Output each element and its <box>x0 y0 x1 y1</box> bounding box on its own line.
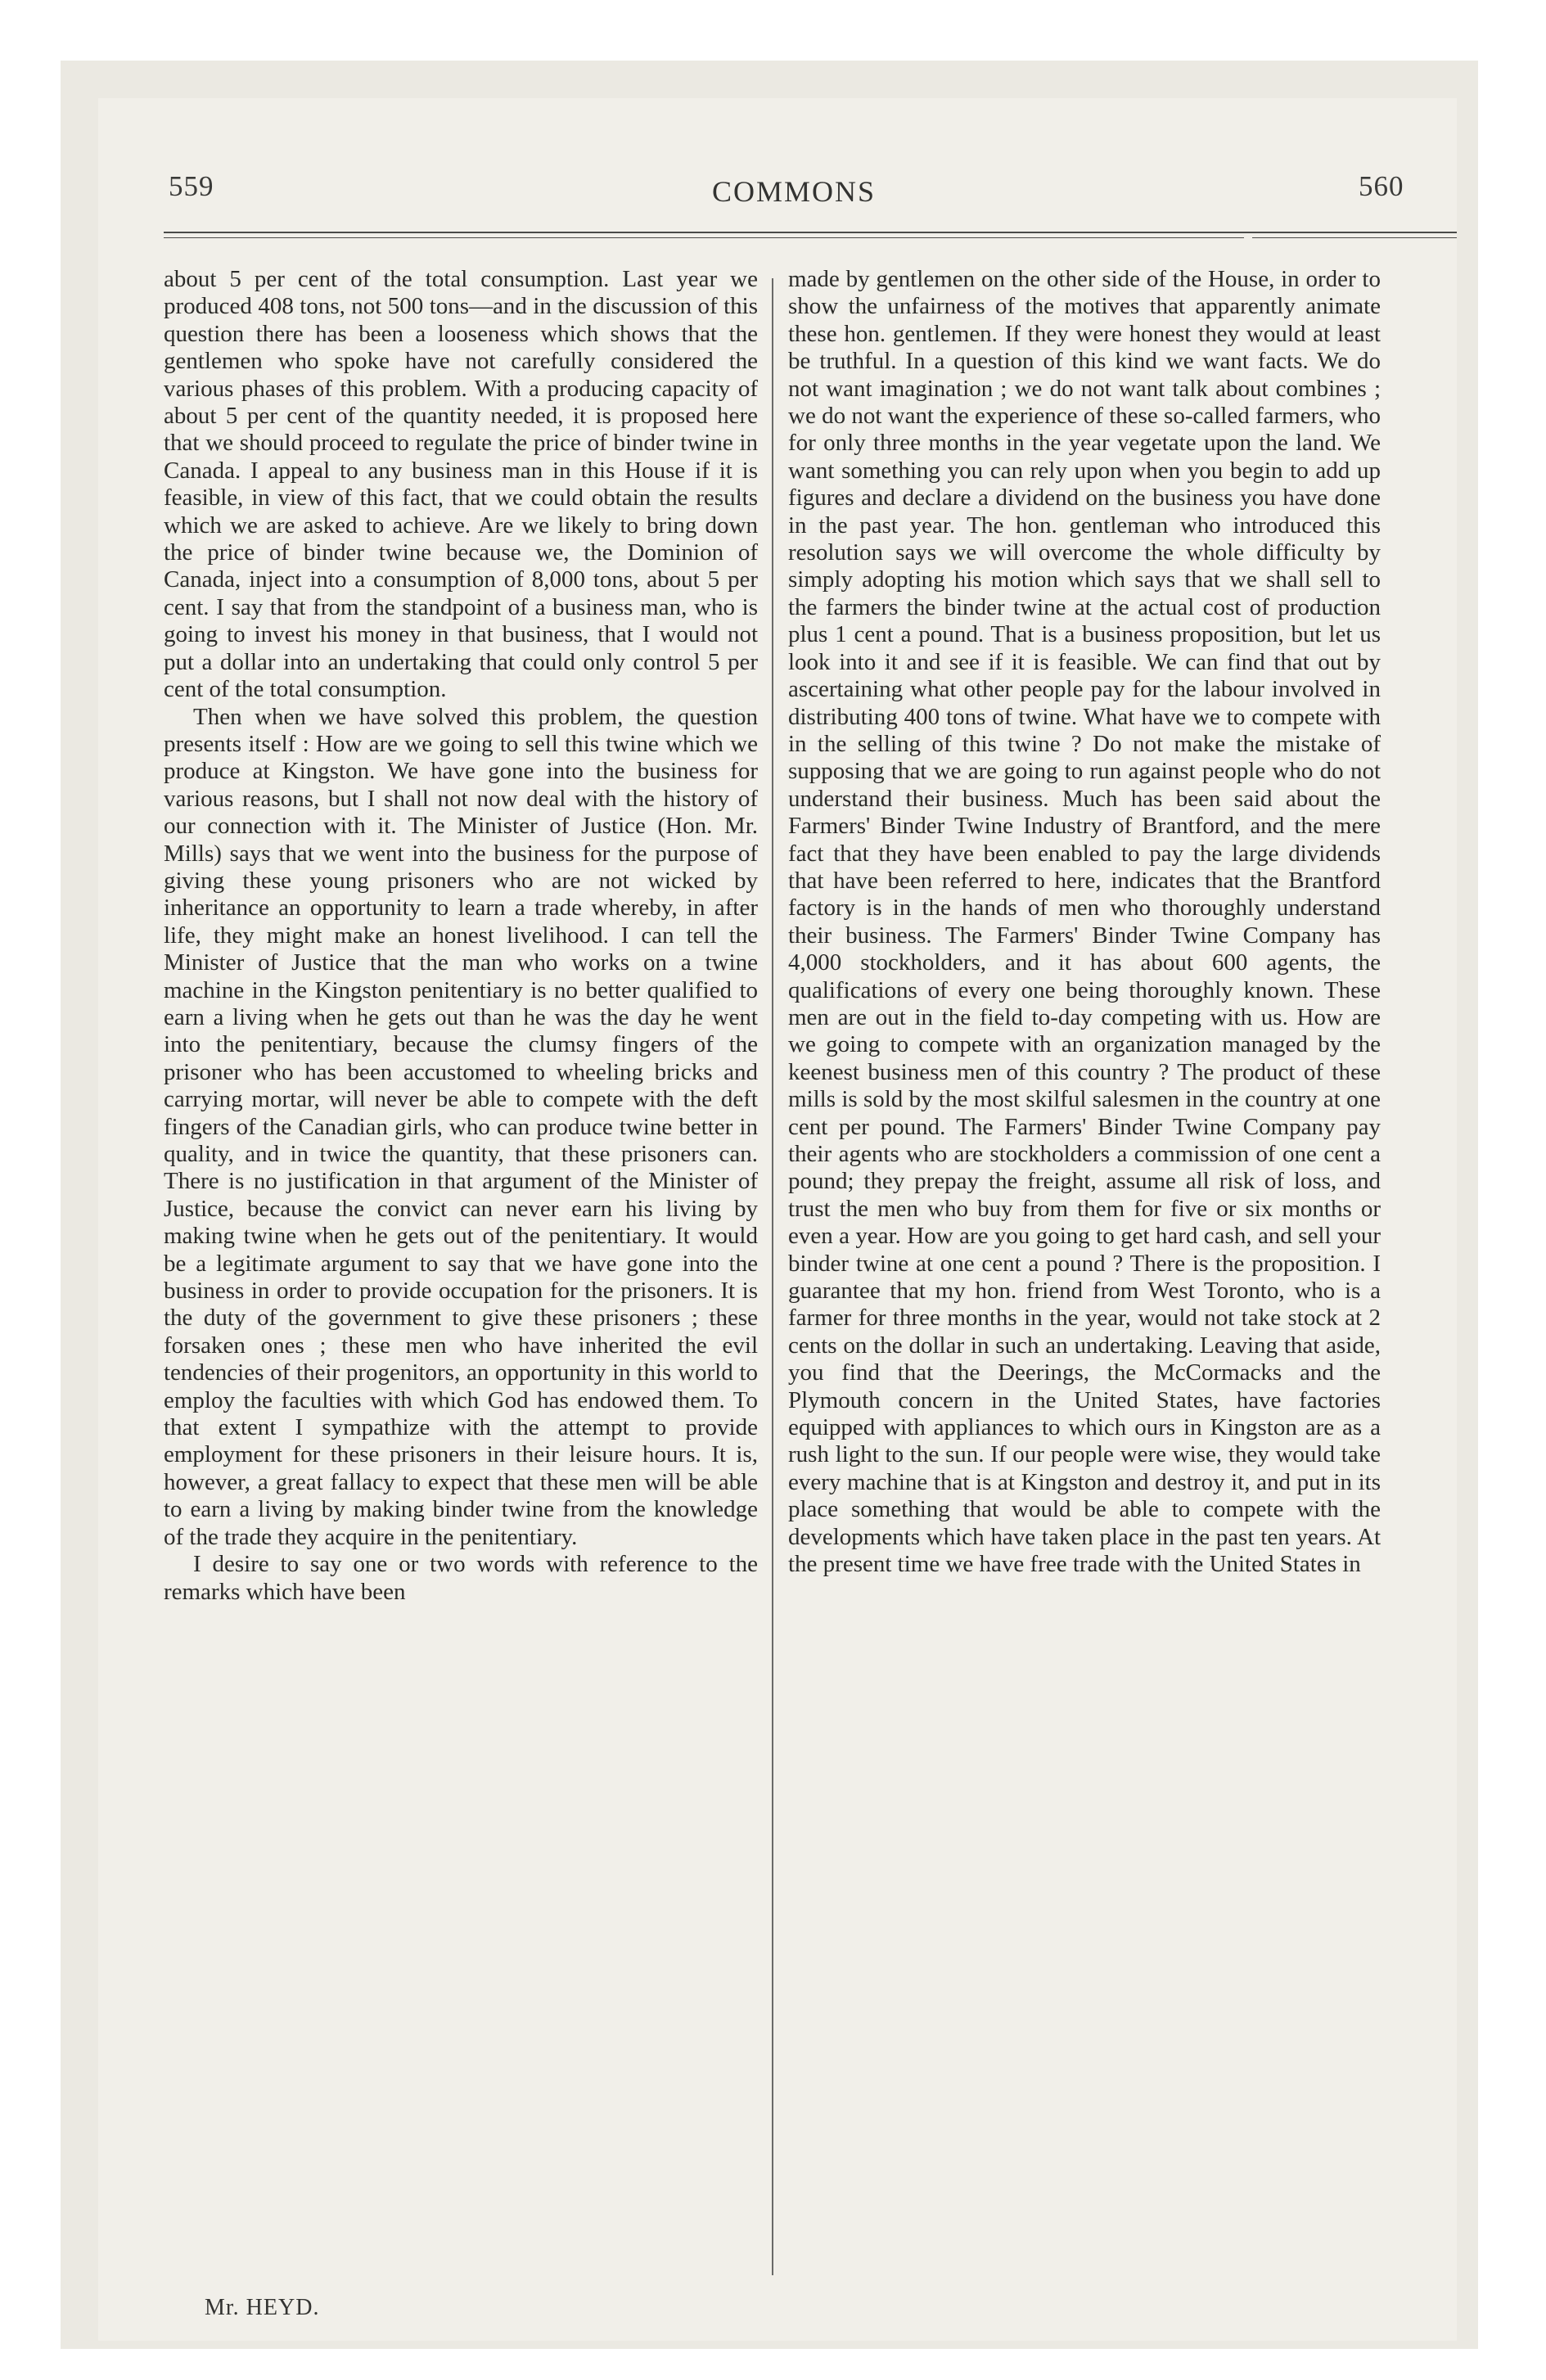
paragraph: I desire to say one or two words with reference to the remarks which have been <box>164 1551 758 1605</box>
paragraph: about 5 per cent of the total consumption. Last year we produced 408 tons, not 500 tons—and in the discussion of this question there has been a looseness which shows that the gentlemen who spoke have not carefully considered the various phases of this problem. With a producing capacity of about 5 per cent of the quantity needed, it is proposed here that we should proceed to regulate the price of binder twine in Canada. I appeal to any business man in this House if it is feasible, in view of this fact, that we could obtain the results which we are asked to achieve. Are we likely to bring down the price of binder twine because we, the Dominion of Canada, inject into a consumption of 8,000 tons, about 5 per cent. I say that from the standpoint of a business man, who is going to invest his money in that business, that I would not put a dollar into an undertaking that could only control 5 per cent of the total consumption. <box>164 266 758 703</box>
page-number-left: 559 <box>169 170 214 202</box>
paragraph: Then when we have solved this problem, the question presents itself : How are we going to sell this twine which we produce at Kingston. We have gone into the business for various reasons, but I shall not now deal with the history of our connection with it. The Minister of Justice (Hon. Mr. Mills) says that we went into the business for the purpose of giving these young prisoners who are not wicked by inheritance an opportunity to learn a trade whereby, in after life, they might make an honest livelihood. I can tell the Minister of Justice that the man who works on a twine machine in the Kingston penitentiary is no better qualified to earn a living when he gets out than he was the day he went into the penitentiary, because the clumsy fingers of the prisoner who has been accustomed to wheeling bricks and carrying mortar, will never be able to compete with the deft fingers of the Canadian girls, who can produce twine better in quality, and in twice the quantity, that these prisoners can. There is no justification in that argument of the Minister of Justice, because the convict can never earn his living by making twine when he gets out of the penitentiary. It would be a legitimate argument to say that we have gone into the business in order to provide occupation for the prisoners. It is the duty of the government to give these prisoners ; these forsaken ones ; these men who have inherited the evil tendencies of their progenitors, an opportunity in this world to employ the faculties with which God has endowed them. To that extent I sympathize with the attempt to provide employment for these prisoners in their leisure hours. It is, however, a great fallacy to expect that these men will be able to earn a living by making binder twine from the knowledge of the trade they acquire in the penitentiary. <box>164 703 758 1550</box>
header-rule <box>164 232 1457 233</box>
paragraph: made by gentlemen on the other side of the House, in order to show the unfairness of the motives that apparently animate these hon. gentlemen. If they were honest they would at least be truthful. In a question of this kind we want facts. We do not want imagination ; we do not want talk about combines ; we do not want the experience of these so-called farmers, who for only three months in the year vegetate upon the land. We want something you can rely upon when you begin to add up figures and declare a dividend on the business you have done in the past year. The hon. gentleman who introduced this resolution says we will overcome the whole difficulty by simply adopting his motion which says that we shall sell to the farmers the binder twine at the actual cost of production plus 1 cent a pound. That is a business proposition, but let us look into it and see if it is feasible. We can find that out by ascertaining what other people pay for the labour involved in distributing 400 tons of twine. What have we to compete with in the selling of this twine ? Do not make the mistake of supposing that we are going to run against people who do not understand their business. Much has been said about the Farmers' Binder Twine Industry of Brantford, and the mere fact that they have been enabled to pay the large dividends that have been referred to here, indicates that the Brantford factory is in the hands of men who thoroughly understand their business. The Farmers' Binder Twine Company has 4,000 stockholders, and it has about 600 agents, the qualifications of every one being thoroughly known. These men are out in the field to-day competing with us. How are we going to compete with an organization managed by the keenest business men of this country ? The product of these mills is sold by the most skilful salesmen in the country at one cent per pound. The Farmers' Binder Twine Company pay their agents who are stockholders a commission of one cent a pound; they prepay the freight, assume all risk of loss, and trust the men who buy from them for five or six months or even a year. How are you going to get hard cash, and sell your binder twine at one cent a pound ? There is the proposition. I guarantee that my hon. friend from West Toronto, who is a farmer for three months in the year, would not take stock at 2 cents on the dollar in such an undertaking. Leaving that aside, you find that the Deerings, the McCormacks and the Plymouth concern in the United States, have factories equipped with appliances to which ours in Kingston are as a rush light to the sun. If our people were wise, they would take every machine that is at Kingston and destroy it, and put in its place something that would be able to compete with the developments which have taken place in the past ten years. At the present time we have free trade with the United States in <box>788 266 1381 1578</box>
right-column <box>788 266 1381 1579</box>
page-number-right: 560 <box>1359 170 1404 202</box>
document-page <box>98 98 1457 2341</box>
left-column <box>164 266 758 1606</box>
header-rule-right <box>1252 237 1457 238</box>
running-head: COMMONS <box>711 175 877 208</box>
column-separator <box>772 278 773 2275</box>
header-rule-left <box>164 237 1244 238</box>
speaker-name: Mr. HEYD. <box>205 2295 320 2320</box>
